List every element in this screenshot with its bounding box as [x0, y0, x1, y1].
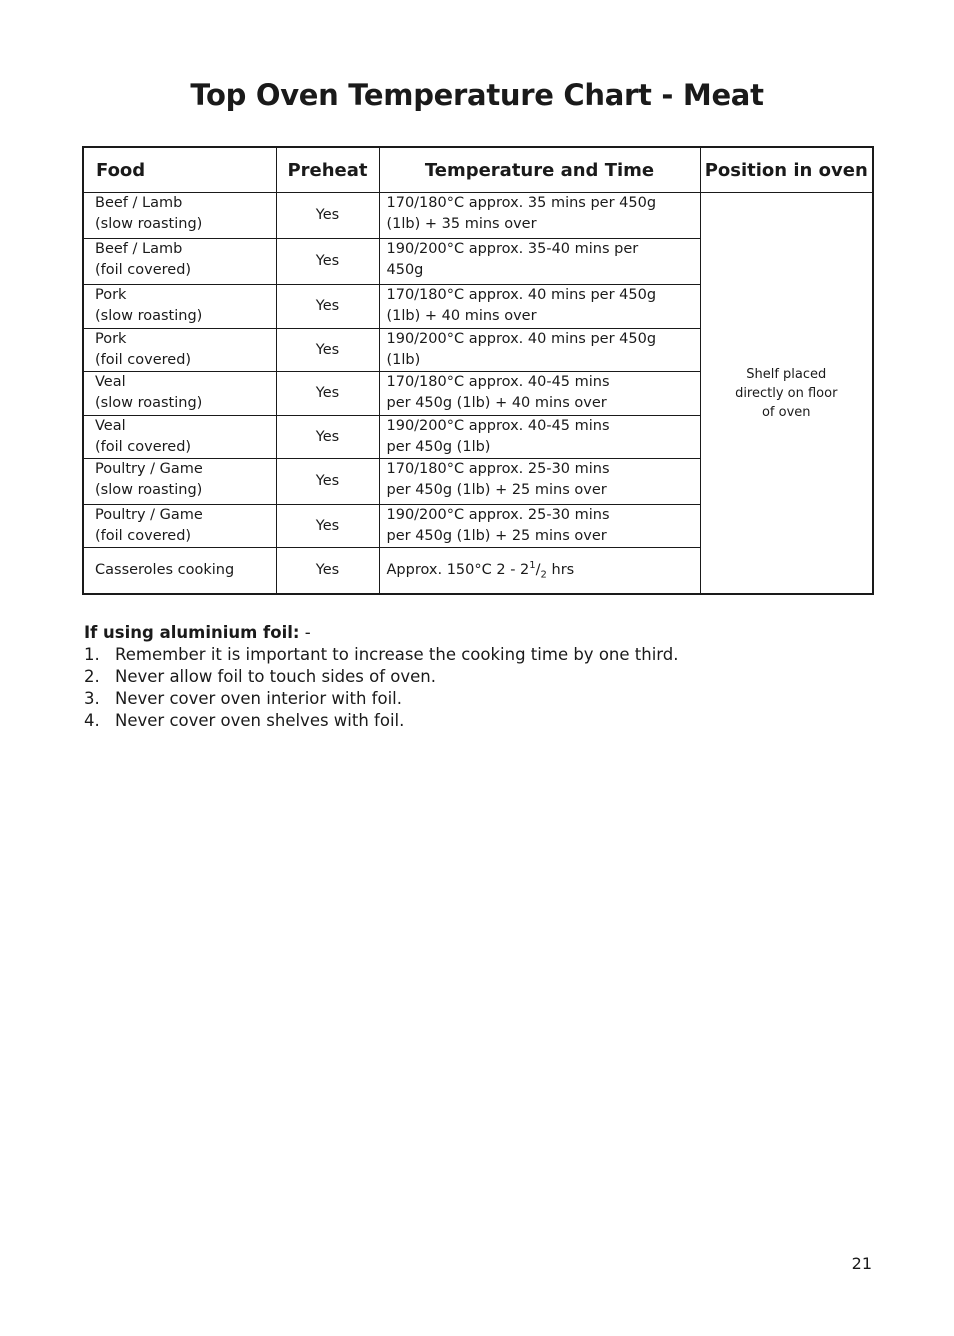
page-number: 21 — [851, 1254, 872, 1273]
temp-line: (1lb) — [386, 352, 421, 368]
list-text: Never cover oven shelves with foil. — [115, 711, 405, 730]
preheat-cell: Yes — [276, 459, 379, 505]
foil-heading-suffix: - — [299, 623, 311, 642]
temp-cell — [379, 193, 700, 239]
temp-cell — [379, 285, 700, 329]
preheat-cell: Yes — [276, 239, 379, 285]
food-method: (slow roasting) — [95, 482, 203, 498]
preheat-cell: Yes — [276, 193, 379, 239]
food-name: Beef / Lamb — [95, 195, 183, 211]
food-name: Pork — [95, 287, 127, 303]
temp-line: 170/180°C approx. 25-30 mins — [386, 461, 610, 477]
temp-line: (1lb) + 40 mins over — [386, 308, 537, 324]
temp-line: 190/200°C approx. 25-30 mins — [386, 507, 610, 523]
food-cell — [83, 193, 276, 239]
food-name: Veal — [95, 418, 126, 434]
food-name: Beef / Lamb — [95, 241, 183, 257]
temp-line: per 450g (1lb) — [386, 439, 491, 455]
position-line: directly on floor — [735, 385, 838, 401]
temp-line: 190/200°C approx. 40-45 mins — [386, 418, 610, 434]
preheat-cell: Yes — [276, 329, 379, 372]
list-text: Remember it is important to increase the cooking time by one third. — [115, 645, 679, 664]
temp-suffix: hrs — [546, 561, 575, 578]
temp-line: 170/180°C approx. 35 mins per 450g — [386, 195, 657, 211]
food-method: (foil covered) — [95, 528, 192, 544]
temp-line: 170/180°C approx. 40 mins per 450g — [386, 287, 657, 303]
temp-prefix: Approx. 150°C 2 - 2 — [386, 561, 530, 578]
food-method: (foil covered) — [95, 439, 192, 455]
preheat-cell: Yes — [276, 548, 379, 595]
header-food: Food — [83, 147, 276, 193]
temp-line: 170/180°C approx. 40-45 mins — [386, 374, 610, 390]
temp-line: (1lb) + 35 mins over — [386, 216, 537, 232]
position-line: Shelf placed — [746, 366, 827, 382]
temp-line: per 450g (1lb) + 25 mins over — [386, 528, 607, 544]
list-number: 4. — [84, 711, 100, 730]
food-method: (slow roasting) — [95, 395, 203, 411]
list-number: 1. — [84, 645, 100, 664]
preheat-cell: Yes — [276, 285, 379, 329]
temp-cell — [379, 329, 700, 372]
food-cell — [83, 372, 276, 416]
table-header-row — [83, 147, 873, 193]
temp-line: per 450g (1lb) + 40 mins over — [386, 395, 607, 411]
temp-line: 450g — [386, 262, 424, 278]
list-item — [84, 688, 884, 710]
table-row — [83, 193, 873, 239]
food-name: Casseroles cooking — [95, 562, 235, 578]
preheat-cell: Yes — [276, 416, 379, 459]
food-name: Veal — [95, 374, 126, 390]
position-cell — [700, 193, 873, 595]
food-cell — [83, 329, 276, 372]
temp-cell — [379, 416, 700, 459]
list-number: 2. — [84, 667, 100, 686]
header-position: Position in oven — [700, 147, 873, 193]
food-method: (foil covered) — [95, 352, 192, 368]
temp-line: 190/200°C approx. 40 mins per 450g — [386, 331, 657, 347]
food-cell — [83, 505, 276, 548]
temp-line: 190/200°C approx. 35-40 mins per — [386, 241, 639, 257]
temp-cell — [379, 372, 700, 416]
food-method: (slow roasting) — [95, 308, 203, 324]
foil-heading-line — [84, 622, 884, 644]
list-item — [84, 710, 884, 732]
list-text: Never allow foil to touch sides of oven. — [115, 667, 436, 686]
preheat-cell: Yes — [276, 372, 379, 416]
temp-line: per 450g (1lb) + 25 mins over — [386, 482, 607, 498]
foil-notes — [84, 622, 884, 732]
header-preheat: Preheat — [276, 147, 379, 193]
position-line: of oven — [761, 404, 811, 420]
preheat-cell: Yes — [276, 505, 379, 548]
food-method: (slow roasting) — [95, 216, 203, 232]
food-cell — [83, 548, 276, 595]
header-temperature: Temperature and Time — [379, 147, 700, 193]
food-method: (foil covered) — [95, 262, 192, 278]
foil-heading: If using aluminium foil: — [84, 623, 300, 642]
fraction-slash: / — [535, 561, 541, 578]
fraction-numerator: 1 — [529, 560, 536, 572]
temp-cell — [379, 548, 700, 595]
food-cell — [83, 285, 276, 329]
page-title: Top Oven Temperature Chart - Meat — [190, 78, 764, 112]
foil-list — [84, 644, 884, 732]
food-name: Pork — [95, 331, 127, 347]
temp-cell — [379, 459, 700, 505]
fraction-denominator: 2 — [540, 569, 547, 581]
list-number: 3. — [84, 689, 100, 708]
list-item — [84, 644, 884, 666]
oven-temperature-table — [82, 146, 874, 595]
food-cell — [83, 459, 276, 505]
list-item — [84, 666, 884, 688]
temp-cell — [379, 505, 700, 548]
food-cell — [83, 239, 276, 285]
food-name: Poultry / Game — [95, 507, 203, 523]
list-text: Never cover oven interior with foil. — [115, 689, 402, 708]
food-name: Poultry / Game — [95, 461, 203, 477]
temp-cell — [379, 239, 700, 285]
food-cell — [83, 416, 276, 459]
